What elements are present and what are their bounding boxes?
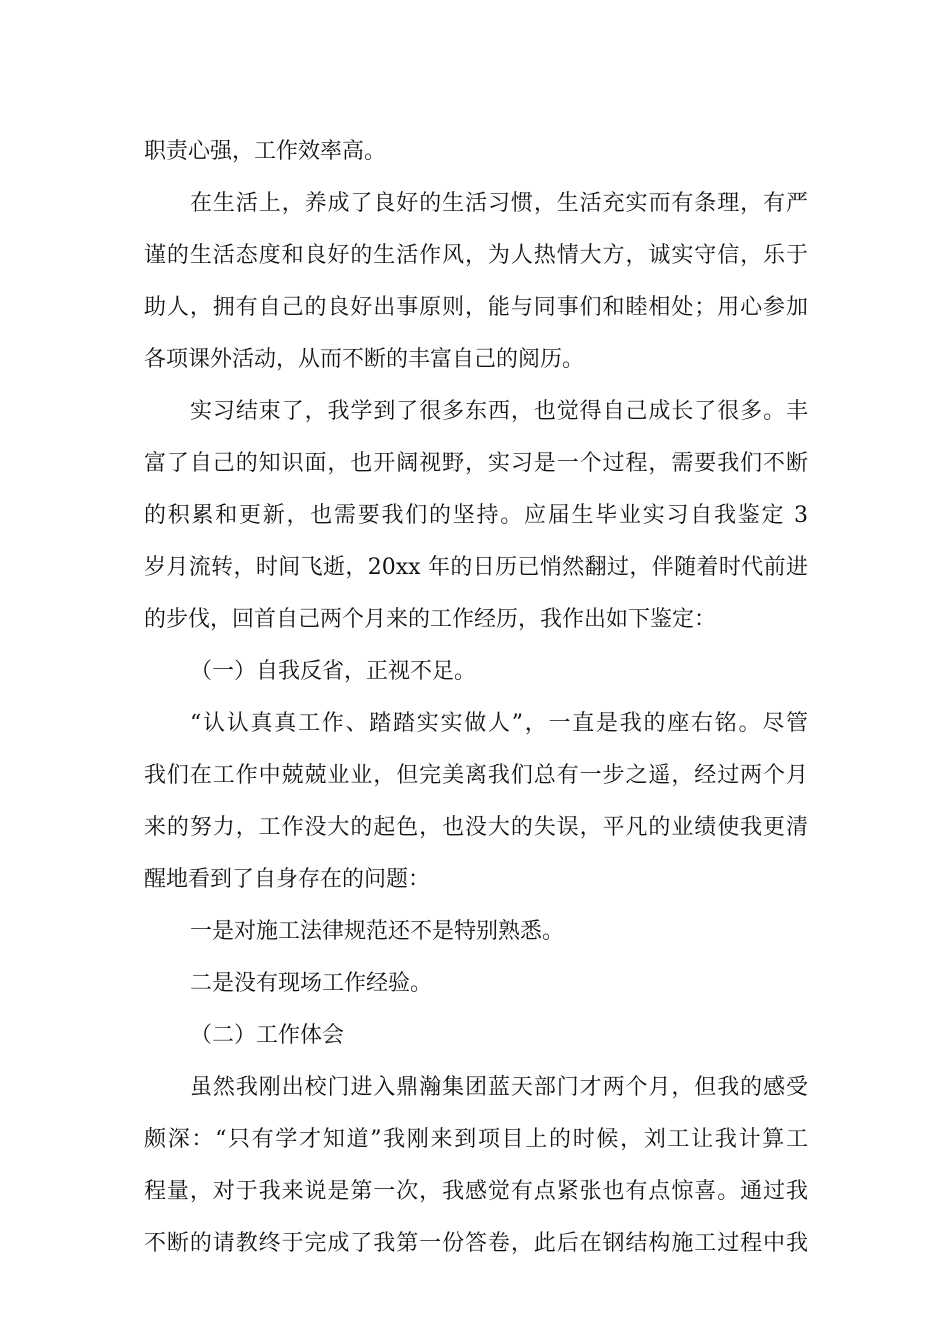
text-line: 我们在工作中兢兢业业，但完美离我们总有一步之遥，经过两个月 [144,763,808,788]
text-line: “认认真真工作、踏踏实实做人”，一直是我的座右铭。尽管 [190,711,808,736]
document-body [144,126,808,1270]
text-line: 虽然我刚出校门进入鼎瀚集团蓝天部门才两个月，但我的感受 [190,1075,808,1100]
section-heading: （二）工作体会 [190,1023,345,1048]
text-line: 谨的生活态度和良好的生活作风，为人热情大方，诚实守信，乐于 [144,243,808,268]
text-line: 的积累和更新，也需要我们的坚持。应届生毕业实习自我鉴定 3 [144,503,808,528]
text-line: 实习结束了，我学到了很多东西，也觉得自己成长了很多。丰 [190,399,808,424]
text-line: 职责心强，工作效率高。 [144,139,387,164]
text-line: 来的努力，工作没大的起色，也没大的失误，平凡的业绩使我更清 [144,815,808,840]
text-line: 助人，拥有自己的良好出事原则，能与同事们和睦相处；用心参加 [144,295,808,320]
text-line: 二是没有现场工作经验。 [190,971,433,996]
text-line: 不断的请教终于完成了我第一份答卷，此后在钢结构施工过程中我 [144,1231,808,1256]
text-line: 醒地看到了自身存在的问题： [144,867,431,892]
text-line: 一是对施工法律规范还不是特别熟悉。 [190,919,565,944]
text-line: 的步伐，回首自己两个月来的工作经历，我作出如下鉴定： [144,607,717,632]
text-line: 在生活上，养成了良好的生活习惯，生活充实而有条理，有严 [190,191,808,216]
section-heading: （一）自我反省，正视不足。 [190,659,477,684]
text-line: 颇深：“只有学才知道”我刚来到项目上的时候，刘工让我计算工 [144,1127,808,1152]
text-line: 岁月流转，时间飞逝，20xx 年的日历已悄然翻过，伴随着时代前进 [144,555,808,580]
text-line: 各项课外活动，从而不断的丰富自己的阅历。 [144,347,585,372]
text-line: 程量，对于我来说是第一次，我感觉有点紧张也有点惊喜。通过我 [144,1179,808,1204]
text-line: 富了自己的知识面，也开阔视野，实习是一个过程，需要我们不断 [144,451,808,476]
